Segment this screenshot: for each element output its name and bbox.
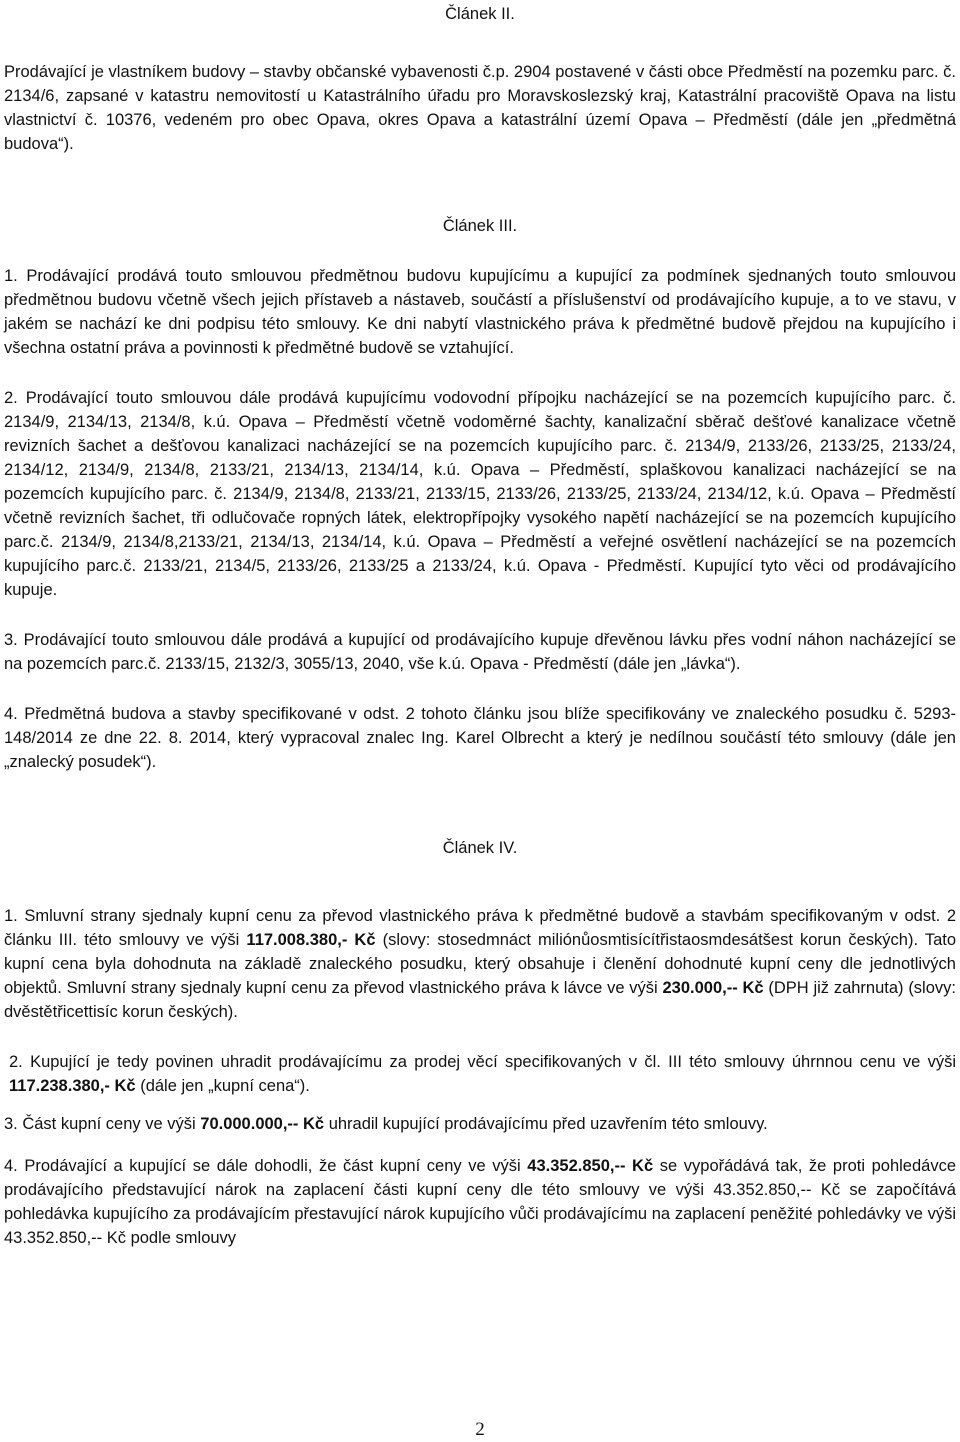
article-4-paragraph-4	[4, 1154, 956, 1250]
article-4-p3-text-c: uhradil kupující prodávajícímu před uzavřením této smlouvy.	[324, 1115, 768, 1133]
article-4-paragraph-1	[4, 904, 956, 1024]
article-3-heading: Článek III.	[442, 217, 518, 235]
article-4-p3-paid-amount: 70.000.000,-- Kč	[200, 1115, 325, 1133]
article-4-p4-offset-amount: 43.352.850,-- Kč	[527, 1157, 654, 1175]
article-4-heading: Článek IV.	[442, 839, 518, 857]
article-4-p4-text-a: 4. Prodávající a kupující se dále dohodli, že část kupní ceny ve výši	[4, 1157, 528, 1175]
article-3-paragraph-3: 3. Prodávající touto smlouvou dále prodává a kupující od prodávajícího kupuje dřevěnou lávku přes vodní náhon nacházející se na pozemcích parc.č. 2133/15, 2132/3, 3055/13, 2040, vše k.ú. Opava - Předměstí (dále jen „lávka“).	[4, 631, 956, 673]
article-4-p2-text-a: 2. Kupující je tedy povinen uhradit prodávajícímu za prodej věcí specifikovaných v čl. III této smlouvy úhrnnou cenu ve výši	[9, 1053, 956, 1071]
article-4-p4-text-c: se vypořádává tak, že proti pohledávce prodávajícího představující nárok na zaplacení části kupní ceny dle této smlouvy ve výši 43.352.850,-- Kč se započítává pohledávka kupujícího za prodávajícím přestavující nárok kupujícího vůči prodávajícímu na zaplacení peněžité pohledávky ve výši 43.352.850,-- Kč podle smlouvy	[4, 1157, 956, 1247]
article-2-paragraph: Prodávající je vlastníkem budovy – stavby občanské vybavenosti č.p. 2904 postavené v části obce Předměstí na pozemku parc. č. 2134/6, zapsané v katastru nemovitostí u Katastrálního úřadu pro Moravskoslezský kraj, Katastrální pracoviště Opava na listu vlastnictví č. 10376, vedeném pro obec Opava, okres Opava a katastrální území Opava – Předměstí (dále jen „předmětná budova“).	[4, 63, 957, 153]
article-2-heading: Článek II.	[445, 5, 515, 23]
article-4-p1-text-a: 1. Smluvní strany sjednaly kupní cenu za převod vlastnického práva k předmětné budově a stavbám specifikovaným v odst. 2 článku III. této smlouvy ve výši	[4, 907, 956, 949]
article-3-paragraph-2: 2. Prodávající touto smlouvou dále prodává kupujícímu vodovodní přípojku nacházející se na pozemcích kupujícího parc. č. 2134/9, 2134/13, 2134/8, k.ú. Opava – Předměstí včetně vodoměrné šachty, kanalizační sběrač dešťové kanalizace včetně revizních šachet a dešťovou kanalizaci nacházející se na pozemcích kupujícího parc. č. 2134/9, 2133/26, 2133/25, 2133/24, 2134/12, 2134/9, 2134/8, 2133/21, 2134/13, 2134/14, k.ú. Opava – Předměstí, splaškovou kanalizaci nacházející se na pozemcích kupujícího parc. č. 2134/9, 2134/8, 2133/21, 2133/15, 2133/26, 2133/25, 2133/24, 2134/12, k.ú. Opava – Předměstí včetně revizních šachet, tři odlučovače ropných látek, elektropřípojky vysokého napětí nacházející se na pozemcích kupujícího parc.č. 2134/9, 2134/8,2133/21, 2134/13, 2134/14, k.ú. Opava – Předměstí a veřejné osvětlení nacházející se na pozemcích kupujícího parc.č. 2133/21, 2134/5, 2133/26, 2133/25 a 2133/24, k.ú. Opava - Předměstí. Kupující tyto věci od prodávajícího kupuje.	[4, 389, 956, 599]
article-3-paragraph-4: 4. Předmětná budova a stavby specifikované v odst. 2 tohoto článku jsou blíže specifikovány ve znaleckého posudku č. 5293-148/2014 ze dne 22. 8. 2014, který vypracoval znalec Ing. Karel Olbrecht a který je nedílnou součástí této smlouvy (dále jen „znalecký posudek“).	[4, 705, 956, 771]
article-4-p1-price-footbridge: 230.000,-- Kč	[662, 979, 764, 997]
article-4-paragraph-3	[4, 1112, 956, 1136]
article-4-p1-text-e: (DPH již zahrnuta) (slovy: dvěstětřicettisíc korun českých).	[4, 979, 956, 1021]
article-4-p2-total-price: 117.238.380,- Kč	[9, 1077, 136, 1095]
article-4-p1-price-buildings: 117.008.380,- Kč	[246, 931, 376, 949]
document-page	[4, 0, 956, 1250]
article-4-paragraph-2	[4, 1050, 956, 1098]
article-4-p3-text-a: 3. Část kupní ceny ve výši	[4, 1115, 201, 1133]
article-4-p1-text-c: (slovy: stosedmnáct miliónůosmtisícítřistaosmdesátšest korun českých). Tato kupní cena byla dohodnuta na základě znaleckého posudku, který obsahuje i členění dohodnuté kupní ceny dle jednotlivých objektů. Smluvní strany sjednaly kupní cenu za převod vlastnického práva k lávce ve výši	[4, 931, 957, 997]
article-3-paragraph-1: 1. Prodávající prodává touto smlouvou předmětnou budovu kupujícímu a kupující za podmínek sjednaných touto smlouvou předmětnou budovu včetně všech jejich přístaveb a nástaveb, součástí a příslušenství od prodávajícího kupuje, a to ve stavu, v jakém se nachází ke dni podpisu této smlouvy. Ke dni nabytí vlastnického práva k předmětné budově přejdou na kupujícího i všechna ostatní práva a povinnosti k předmětné budově se vztahující.	[4, 267, 956, 357]
page-number: 2	[475, 1419, 485, 1440]
article-4-p2-text-c: (dále jen „kupní cena“).	[135, 1077, 310, 1095]
